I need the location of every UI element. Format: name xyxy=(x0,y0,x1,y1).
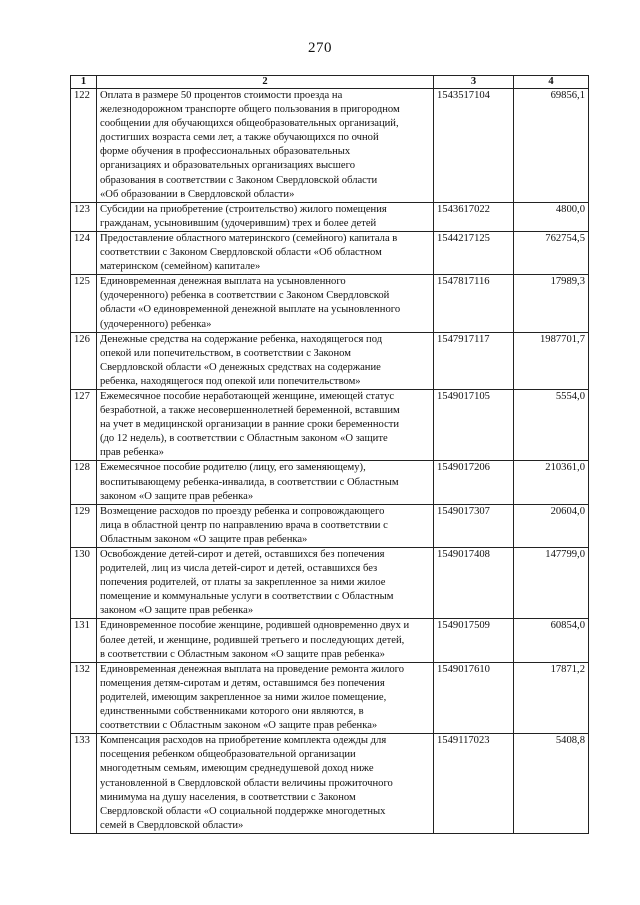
budget-code: 1547917117 xyxy=(434,332,514,389)
amount: 20604,0 xyxy=(514,504,589,547)
description-line: области «О единовременной денежной выплате на усыновленного xyxy=(100,304,401,316)
amount: 1987701,7 xyxy=(514,332,589,389)
description-line: лица в областной центр по направлению врача в соответствии с xyxy=(100,519,388,531)
description-line: установленной в Свердловской области величины прожиточного xyxy=(100,777,393,789)
description-line: безработной, а также несовершеннолетней беременной, вставшим xyxy=(100,405,400,417)
description-line: Освобождение детей-сирот и детей, оставшихся без попечения xyxy=(100,549,385,560)
row-number: 131 xyxy=(71,619,97,662)
description-line: соответствии с Областным законом «О защите прав ребенка» xyxy=(100,720,378,732)
page-number: 270 xyxy=(308,40,332,56)
row-description xyxy=(97,548,434,619)
row-description xyxy=(97,332,434,389)
row-number: 128 xyxy=(71,461,97,504)
row-description xyxy=(97,662,434,733)
amount: 17871,2 xyxy=(514,662,589,733)
description-line: помещения детям-сиротам и детям, оставшимся без попечения xyxy=(100,677,385,689)
table-row xyxy=(71,231,589,274)
description-line: Ежемесячное пособие родителю (лицу, его заменяющему), xyxy=(100,462,366,474)
description-line: попечения родителей, от платы за закрепленное за ними жилое xyxy=(100,577,386,589)
row-description xyxy=(97,275,434,332)
column-header-1: 1 xyxy=(71,76,97,89)
description-line: помещение и коммунальные услуги в соответствии с Областным xyxy=(100,591,394,603)
description-line: форме обучения в профессиональных образовательных xyxy=(100,146,351,158)
description-line: Компенсация расходов на приобретение комплекта одежды для xyxy=(100,735,387,747)
description-line: Оплата в размере 50 процентов стоимости проезда на xyxy=(100,90,343,101)
budget-code: 1543617022 xyxy=(434,202,514,231)
table-row xyxy=(71,662,589,733)
description-line: образования в соответствии с Законом Свердловской области xyxy=(100,174,378,186)
description-line: железнодорожном транспорте общего пользования в пригородном xyxy=(100,104,400,116)
description-line: Ежемесячное пособие неработающей женщине, имеющей статус xyxy=(100,390,395,402)
description-line: законом «О защите прав ребенка» xyxy=(100,605,254,617)
row-description xyxy=(97,202,434,231)
description-line: многодетным семьям, имеющим среднедушевой доход ниже xyxy=(100,763,374,775)
description-line: прав ребенка» xyxy=(100,447,164,459)
budget-code: 1549017408 xyxy=(434,548,514,619)
row-description xyxy=(97,231,434,274)
row-number: 125 xyxy=(71,275,97,332)
row-number: 122 xyxy=(71,89,97,203)
row-description xyxy=(97,619,434,662)
description-line: организациях и образовательных организациях высшего xyxy=(100,160,355,172)
description-line: родителей, лиц из числа детей-сирот и детей, оставшихся без xyxy=(100,563,378,575)
row-number: 127 xyxy=(71,389,97,460)
description-line: посещения ребенком общеобразовательной организации xyxy=(100,749,356,761)
description-line: единственными собственниками которого они являются, в xyxy=(100,706,364,718)
amount: 147799,0 xyxy=(514,548,589,619)
description-line: Возмещение расходов по проезду ребенка и сопровождающего xyxy=(100,505,385,517)
column-header-2: 2 xyxy=(97,76,434,89)
budget-code: 1549017509 xyxy=(434,619,514,662)
table-row xyxy=(71,504,589,547)
table-row xyxy=(71,389,589,460)
amount: 5408,8 xyxy=(514,734,589,834)
amount: 5554,0 xyxy=(514,389,589,460)
description-line: Свердловской области «О денежных средствах на содержание xyxy=(100,361,381,373)
row-number: 129 xyxy=(71,504,97,547)
description-line: ребенка, находящегося под опекой или попечительством» xyxy=(100,375,361,387)
description-line: Единовременная денежная выплата на усыновленного xyxy=(100,276,346,288)
description-line: Свердловской области «О социальной поддержке многодетных xyxy=(100,805,386,817)
amount: 69856,1 xyxy=(514,89,589,203)
table-row xyxy=(71,619,589,662)
column-header-3: 3 xyxy=(434,76,514,89)
amount: 17989,3 xyxy=(514,275,589,332)
description-line: воспитывающему ребенка-инвалида, в соответствии с Областным xyxy=(100,476,399,488)
description-line: Единовременное пособие женщине, родившей одновременно двух и xyxy=(100,620,410,632)
description-line: Субсидии на приобретение (строительство) жилого помещения xyxy=(100,203,387,215)
budget-code: 1544217125 xyxy=(434,231,514,274)
description-line: родителей, имеющим закрепленное за ними жилое помещение, xyxy=(100,691,387,703)
table-row xyxy=(71,548,589,619)
budget-code: 1549017206 xyxy=(434,461,514,504)
description-line: Предоставление областного материнского (семейного) капитала в xyxy=(100,232,398,244)
budget-code: 1549117023 xyxy=(434,734,514,834)
description-line: (удочеренного) ребенка» xyxy=(100,318,212,330)
description-line: Областным законом «О защите прав ребенка» xyxy=(100,533,308,545)
column-header-4: 4 xyxy=(514,76,589,89)
row-number: 124 xyxy=(71,231,97,274)
description-line: в соответствии с Областным законом «О защите прав ребенка» xyxy=(100,648,385,660)
amount: 4800,0 xyxy=(514,202,589,231)
description-line: «Об образовании в Свердловской области» xyxy=(100,188,295,200)
table-row xyxy=(71,89,589,203)
budget-table xyxy=(70,75,589,834)
amount: 60854,0 xyxy=(514,619,589,662)
row-description xyxy=(97,389,434,460)
description-line: гражданам, усыновившим (удочерившим) трех и более детей xyxy=(100,217,377,229)
description-line: минимума на душу населения, в соответствии с Законом xyxy=(100,791,356,803)
description-line: законом «О защите прав ребенка» xyxy=(100,490,254,502)
table-row xyxy=(71,275,589,332)
description-line: опекой или попечительством, в соответствии с Законом xyxy=(100,347,351,359)
row-number: 123 xyxy=(71,202,97,231)
description-line: на учет в медицинской организации в ранние сроки беременности xyxy=(100,419,400,431)
description-line: соответствии с Законом Свердловской области «Об областном xyxy=(100,247,382,259)
row-number: 130 xyxy=(71,548,97,619)
table-row xyxy=(71,461,589,504)
table-row xyxy=(71,332,589,389)
row-number: 126 xyxy=(71,332,97,389)
description-line: Денежные средства на содержание ребенка, находящегося под xyxy=(100,333,383,345)
description-line: достигших возраста семи лет, а также обучающихся по очной xyxy=(100,132,379,144)
description-line: (удочеренного) ребенка в соответствии с Законом Свердловской xyxy=(100,290,390,302)
row-description xyxy=(97,461,434,504)
row-description xyxy=(97,734,434,834)
description-line: (до 12 недель), в соответствии с Областным законом «О защите xyxy=(100,433,388,445)
description-line: семей в Свердловской области» xyxy=(100,819,244,831)
table-row xyxy=(71,734,589,834)
amount: 210361,0 xyxy=(514,461,589,504)
table-header-row xyxy=(71,76,589,89)
amount: 762754,5 xyxy=(514,231,589,274)
budget-code: 1549017610 xyxy=(434,662,514,733)
row-description xyxy=(97,504,434,547)
budget-code: 1543517104 xyxy=(434,89,514,203)
budget-code: 1549017307 xyxy=(434,504,514,547)
budget-code: 1549017105 xyxy=(434,389,514,460)
description-line: материнском (семейном) капитале» xyxy=(100,261,261,273)
description-line: более детей, и женщине, родившей третьего и последующих детей, xyxy=(100,634,405,646)
table-row xyxy=(71,202,589,231)
description-line: сообщении для обучающихся общеобразовательных организаций, xyxy=(100,118,399,130)
row-number: 133 xyxy=(71,734,97,834)
row-number: 132 xyxy=(71,662,97,733)
budget-code: 1547817116 xyxy=(434,275,514,332)
row-description xyxy=(97,89,434,203)
description-line: Единовременная денежная выплата на проведение ремонта жилого xyxy=(100,663,405,675)
